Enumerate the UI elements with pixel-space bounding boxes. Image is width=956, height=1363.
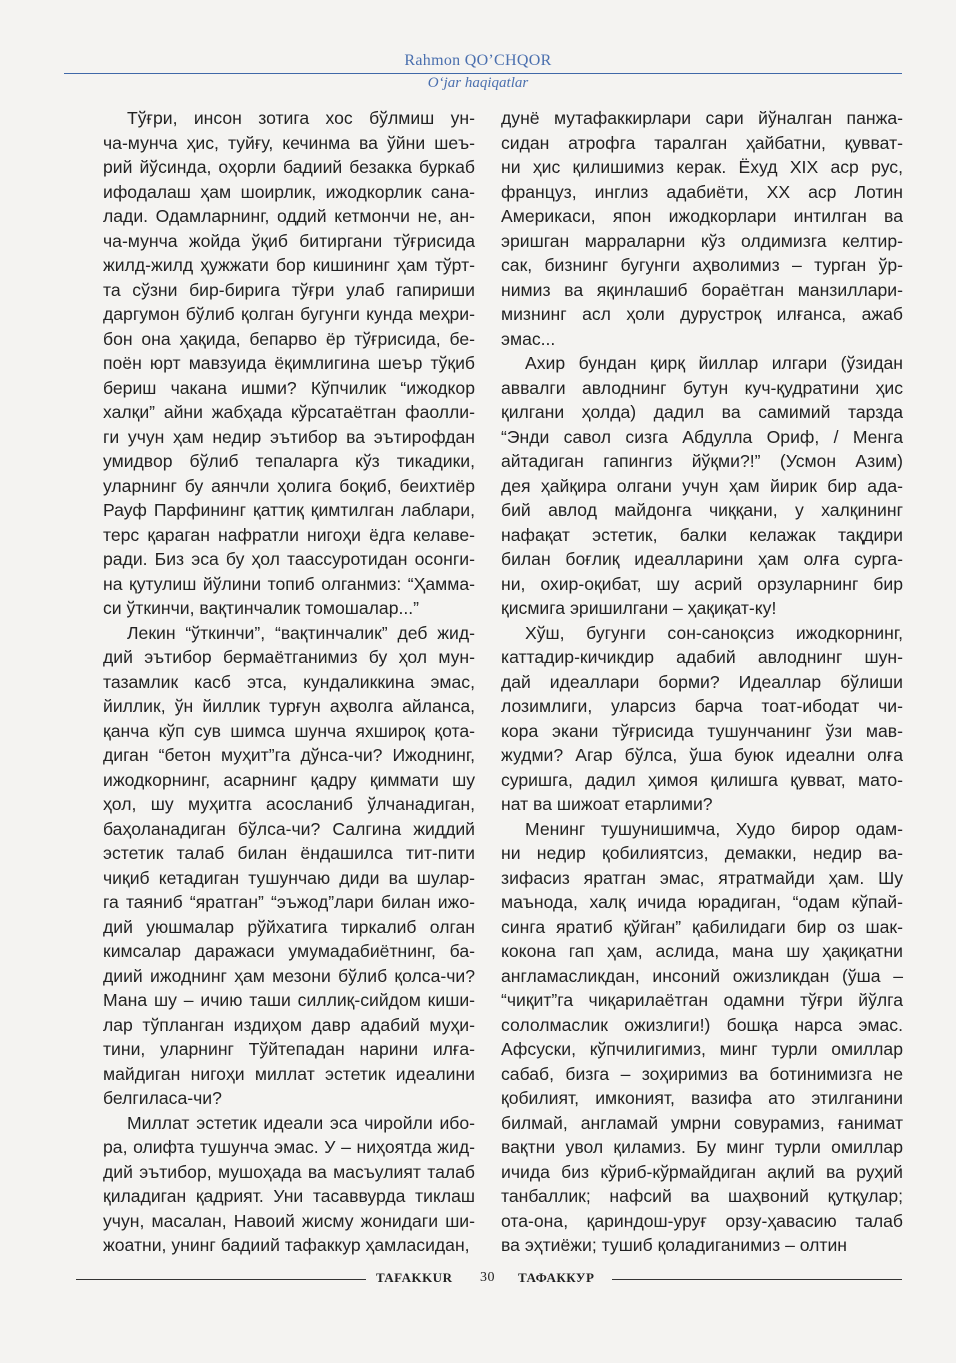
text-line: кора экани тўғрисида тушунчанинг ўзи мав- [501,720,903,741]
text-line: Менинг тушунишимча, Худо бирор одам- [525,818,903,839]
text-line: қанча кўп сув шимса шунча яхшироқ қота- [103,720,475,741]
text-line: жудми? Агар бўлса, ўша буюк идеални олға [501,745,903,765]
text-line: поён юрт мавзуида ёқимлигина шеър тўқиб [103,353,475,373]
text-line: нафақат эстетик, балки келажак тақдири [501,524,903,545]
text-line: бон она ҳақида, бепарво ёр тўғрисида, бе- [103,328,475,349]
text-line: аввалги авлоднинг бутун куч-қудратини ҳис [501,377,903,398]
text-line: ичида биз кўриб-кўрмайдиган ақлий ва руҳий [501,1161,903,1182]
text-line: эстетик талаб билан ёндашилса тит-пити [103,843,475,863]
text-line: даргумон бўлиб қолган бугунги кунда меҳри- [103,304,475,324]
text-line: кимсалар даражаси умумадабиётнинг, ба- [103,941,475,961]
text-line: дий эътибор бермаётганимиз бу ҳол мун- [103,647,475,667]
text-line: чиқиб кетадиган тушунчаю диди ва шулар- [103,867,475,888]
text-line: сидан атрофга таралган ҳайбатни, қувват- [501,132,903,153]
text-line: ижодкорнинг, асарнинг қадру қиммати шу [103,769,475,790]
text-line: Мана шу – ичию таши силлиқ-сийдом киши- [103,990,475,1010]
text-line: тини, уларнинг Тўйтепадан нарини илға- [103,1039,475,1059]
text-line: нимиз ва яқинлашиб бораётган манзиллари- [501,279,903,300]
page-number: 30 [480,1270,495,1285]
paragraph [501,351,903,621]
text-line: Лекин “ўткинчи”, “вақтинчалик” деб жид- [127,622,475,643]
text-line: на қутулиш йўлини топиб олганмиз: “Ҳамма- [103,573,475,594]
paragraph [103,1111,475,1258]
paragraph [501,621,903,817]
text-line: англамасликдан, инсоний ожизликдан (ўша – [501,965,903,986]
text-line: баҳоланадиган бўлса-чи? Салгина жиддий [103,818,475,839]
text-line: жилд-жилд ҳужжати бор кишининг ҳам тўрт- [103,255,475,275]
text-line: Ахир бундан қирқ йиллар илгари (ўзидан [525,353,903,373]
text-line: айтадиган гапингиз йўқми?!” (Усмон Азим) [501,451,903,471]
text-line: лозимлиги, уларсиз барча тоат-ибодат чи- [501,696,903,716]
text-line: дий уюшмалар рўйхатига тиркалиб олган [103,916,475,937]
text-line: лар тўпланган издиҳом давр адабий муҳи- [103,1014,475,1035]
text-line: ва эҳтиёжи; тушиб қоладиганимиз – олтин [501,1235,848,1255]
text-line: бий авлод майдонга чиққани, у халқининг [501,500,903,520]
text-line: Афсуски, кўпчилигимиз, минг турли омиллар [501,1039,903,1059]
text-line: суришга, дадил ҳимоя қилишга қувват, мато- [501,769,903,790]
text-line: билмай, англамай умрни совурамиз, ғанимат [501,1112,903,1133]
text-line: га таяниб “яратган” “эъжод”лари билан ижо- [103,892,475,912]
text-line: ифодалаш ҳам шоирлик, ижодкорлик сана- [103,181,475,202]
text-line: ча-мунча ҳис, туйғу, кечинма ва ўйни шеъ- [103,132,475,153]
text-line: учун, масалан, Навоий жисму жонидаги ши- [103,1210,475,1231]
text-line: жоатни, унинг бадиий тафаккур ҳамласидан, [103,1235,470,1255]
text-line: дий эътибор, мушоҳада ва масъулият талаб [103,1161,475,1182]
paragraph [103,106,475,621]
text-line: белгиласа-чи? [103,1088,222,1108]
text-line: диган “бетон муҳит”га дўнса-чи? Ижоднинг, [103,745,475,765]
text-line: си ўткинчи, вақтинчалик томошалар...” [103,598,420,618]
text-line: лади. Одамларнинг, оддий кетмончи не, ан- [103,206,475,226]
text-line: каттадир-кичикдир адабий авлоднинг шун- [501,647,903,667]
text-line: эмас... [501,328,556,349]
text-line: эришган марраларни кўз олдимизга келтир- [501,230,903,251]
text-line: терс қараган нафратли нигоҳи ёдга келаве- [103,524,475,545]
text-line: мизнинг асл ҳоли дурустроқ илғанса, ажаб [501,304,903,324]
text-line: дай идеаллари борми? Идеаллар бўлиши [501,671,903,692]
text-line: дея ҳайқира олгани учун ҳам йирик бир ада- [501,475,903,496]
text-line: ни недир қобилиятсиз, демакки, недир ва- [501,843,903,863]
text-line: ни ҳис қилишимиз керак. Ёхуд ХIХ аср рус, [501,157,903,177]
text-line: француз, инглиз адабиёти, ХХ аср Лотин [501,181,903,202]
text-line: Миллат эстетик идеали эса чиройли ибо- [127,1112,475,1133]
text-line: маънода, халқ ичида юрадиган, “одам кўпай- [501,892,903,912]
text-line: ҳол, шу муҳитга асосланиб ўлчанадиган, [103,794,475,814]
text-line: диий ижоднинг ҳам мезони бўлиб қолса-чи? [103,965,475,986]
author-name: Rahmon QO’CHQOR [404,52,552,69]
article-title: O‘jar haqiqatlar [427,75,529,91]
footer-magazine-cyrillic: ТАФАККУР [518,1270,595,1285]
text-line: Тўғри, инсон зотига хос бўлмиш ун- [127,108,475,128]
paragraph [103,621,475,1111]
page-header [0,52,956,70]
text-line: йиллик, ўн йиллик турғун аҳволга айланса, [103,696,475,716]
text-line: ча-мунча жойда ўқиб битиргани тўғрисида [103,230,475,251]
text-line: танбаллик; нафсий ва шаҳвоний қутқулар; [501,1186,903,1206]
text-line: қисмига эришилгани – ҳақиқат-ку! [501,598,777,618]
text-line: тазамлик касб этса, кундаликкина эмас, [103,671,475,692]
page-footer [0,1268,956,1292]
text-line: майдиган нигоҳи миллат эстетик идеалини [103,1063,475,1084]
text-line: сололмаслик ожизлиги!) бошқа нарса эмас. [501,1014,903,1035]
text-line: сабаб, бизга – зоҳиримиз ва ботинимизга не [501,1063,903,1084]
paragraph [501,817,903,1258]
footer-rule-left [76,1279,366,1280]
text-line: сак, бизнинг бугунги аҳволимиз – турган ўр- [501,255,903,275]
text-line: “Энди савол сизга Абдулла Ориф, / Менга [501,426,903,447]
text-line: Рауф Парфининг қаттиқ қимтилган лаблари, [103,500,475,520]
text-line: ота-она, қариндош-уруғ орзу-ҳавасию талаб [501,1210,903,1231]
text-line: рий йўсинда, оҳорли бадиий безакка буркаб [103,157,475,177]
text-line: “чиқит”га чиқарилаётган одамни тўғри йўлга [501,990,903,1010]
text-line: ра, олифта тушунча эмас. У – ниҳоятда жид- [103,1137,475,1157]
left-column [103,106,475,1258]
text-line: Хўш, бугунги сон-саноқсиз ижодкорнинг, [525,622,903,643]
text-line: қиладиган қадрият. Уни тасаввурда тиклаш [103,1186,475,1206]
text-line: вақтни увол қиламиз. Бу минг турли омиллар [501,1137,903,1157]
text-line: дунё мутафаккирлари сари йўналган панжа- [501,108,903,128]
paragraph [501,106,903,351]
footer-rule-right [612,1279,902,1280]
text-line: нат ва шижоат етарлими? [501,794,713,814]
text-line: қобилият, имконият, вазифа ато этилганини [501,1088,903,1108]
text-line: кокона гап ҳам, аслида, мана шу ҳақиқатни [501,941,903,961]
text-line: Америкаси, япон ижодкорлари интилган ва [501,206,903,226]
text-line: қилгани ҳолда) дадил ва самимий тарзда [501,402,903,422]
text-line: билан боғлиқ идеалларини ҳам олға сурга- [501,549,903,569]
header-rule [64,73,902,74]
text-line: зифасиз яратган эмас, ятратмайди ҳам. Шу [501,867,903,888]
text-line: та сўзни бир-бирига тўғри улаб гапириши [103,279,475,300]
text-line: синга яратиб қўйган” қабилидаги бир оз шак- [501,916,903,937]
text-line: ги учун ҳам недир эътибор ва эътирофдан [103,426,475,447]
text-line: умидвор бўлиб тепаларга кўз тикадики, [103,451,475,471]
text-line: халқи” айни жабҳада кўрсатаётган фаолли- [103,402,475,422]
text-line: бериш чакана ишми? Кўпчилик “ижодкор [103,377,475,398]
footer-magazine-latin: TAFAKKUR [376,1270,453,1285]
right-column [501,106,903,1258]
text-line: уларнинг бу аянчли ҳолига боқиб, беихтиёр [103,475,475,496]
text-line: ради. Биз эса бу ҳол таассуротидан осонги- [103,549,475,569]
text-line: ни, охир-оқибат, шу асрий орзуларнинг бир [501,573,903,594]
